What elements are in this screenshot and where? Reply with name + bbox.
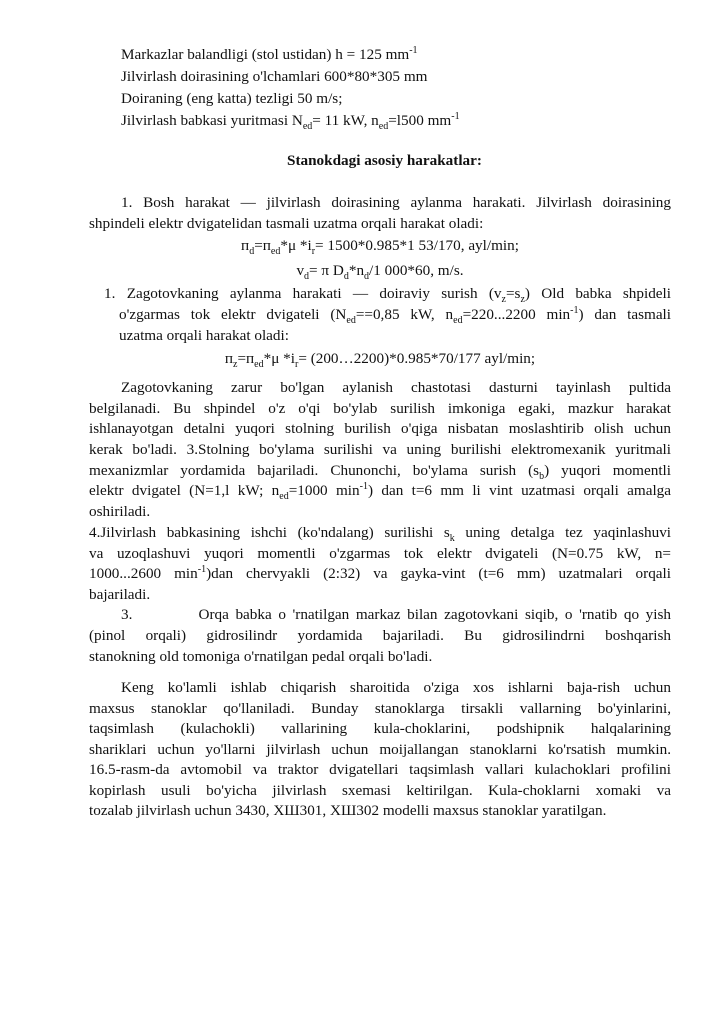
paragraph-line: kerak bo'ladi. 3.Stolning bo'ylama surilishi va uning burilishi elektromexanik yuritmali	[89, 441, 671, 458]
paragraph-line: tozalab jilvirlash uchun 3430, ХШ301, ХШ302 modelli maxsus stanoklar yaratilgan.	[89, 802, 607, 819]
paragraph-line: 4.Jilvirlash babkasining ishchi (ko'ndalang) surilishi $s_k$ uning detalga tez yaqinlashuvi	[89, 524, 672, 545]
spec-line: Doiraning (eng katta) tezligi 50 m/s;	[121, 90, 343, 107]
paragraph-line: (pinol orqali) gidrosilindr yordamida bajariladi. Bu gidrosilindrni boshqarish	[89, 627, 671, 644]
paragraph-line: elektr dvigatel (N=1,l kW; $n_{ed}=1000$ $\min^{-1}$) dan t=6 mm li vint uzatmasi orqali amalga	[89, 480, 672, 503]
paragraph-line: 3. Orqa babka o 'rnatilgan markaz bilan zagotovkani siqib, o 'rnatib qo yish	[121, 606, 671, 623]
paragraph-line: taqsimlash (kulachokli) vallarining kula-choklarini, podshipnik halqalarining	[89, 720, 671, 737]
paragraph-line: 1. Bosh harakat — jilvirlash doirasining aylanma harakati. Jilvirlash doirasining	[121, 194, 671, 211]
paragraph-line: Zagotovkaning zarur bo'lgan aylanish chastotasi dasturni tayinlash pultida	[121, 379, 671, 396]
paragraph-line: stanokning old tomoniga o'rnatilgan pedal orqali bo'ladi.	[89, 648, 433, 665]
paragraph-line: ishlanayotgan detalni yuqori stolning burilish o'qiga nisbatan moslashtirib olish uchun	[89, 420, 671, 437]
paragraph-line: belgilanadi. Bu shpindel o'z o'qi bo'ylab surilish imkoniga egaki, mazkur harakat	[89, 400, 671, 417]
paragraph-line: o'zgarmas tok elektr dvigateli ($N_{ed}==0,85$ kW, $n_{ed}=220...2200$ $\min^{-1}$) dan tasmali	[119, 304, 671, 327]
paragraph-line: shpindeli elektr dvigatelidan tasmali uzatma orqali harakat oladi:	[89, 215, 484, 232]
spec-line: Jilvirlash babkasi yuritmasi $N_{ed}= 11$ kW, $n_{ed}=l500$ $mm^{-1}$	[121, 110, 460, 133]
paragraph-line: uzatma orqali harakat oladi:	[119, 327, 289, 344]
paragraph-line: oshiriladi.	[89, 503, 151, 520]
paragraph-line: 1000...2600 $\min^{-1})dan$ chervyakli (2:32) va gayka-vint (t=6 mm) uzatmalari orqali	[89, 563, 671, 582]
paragraph-line: 1. Zagotovkaning aylanma harakati — doiraviy surish $(v_z=s_z)$ Old babka shpideli	[104, 285, 671, 306]
spec-line: Markazlar balandligi (stol ustidan) h = 125 $mm^{-1}$	[121, 44, 418, 63]
formula: $п_z=п_{ed}*\mu$ $*i_r=$ (200…2200)*0.985*70/177 ayl/min;	[224, 350, 536, 371]
paragraph-line: shariklari uchun yo'llarni jilvirlash uchun moijallangan stanoklarni ko'rsatish mumkin.	[89, 741, 671, 758]
paragraph-line: mexanizmlar yordamida bajariladi. Chunonchi, bo'ylama surish $(s_b)$ yuqori momentli	[89, 462, 671, 483]
paragraph-line: kopirlash usuli bo'yicha jilvirlash sxemasi keltirilgan. Kula-choklarni xomaki va	[89, 782, 671, 799]
paragraph-line: va uzoqlashuvi yuqori momentli o'zgarmas tok elektr dvigateli (N=0.75 kW, n=	[89, 545, 671, 562]
formula: $v_d= \pi$ $D_d*n_d/1$ 000*60, m/s.	[296, 262, 464, 283]
paragraph-line: bajariladi.	[89, 586, 151, 603]
section-heading: Stanokdagi asosiy harakatlar:	[287, 152, 482, 169]
formula: $п_d=п_{ed}*\mu$ $*i_r= 1500*0.985*1$ 53/170, ayl/min;	[241, 237, 519, 258]
paragraph-line: 16.5-rasm-da avtomobil va traktor dvigatellari taqsimlash vallari kulachoklari profilini	[89, 761, 671, 778]
paragraph-line: maxsus stanoklar qo'llaniladi. Bunday stanoklarga tirsakli vallarning bo'yinlarini,	[89, 700, 671, 717]
spec-line: Jilvirlash doirasining o'lchamlari 600*80*305 mm	[121, 68, 428, 85]
paragraph-line: Keng ko'lamli ishlab chiqarish sharoitida o'ziga xos ishlarni baja-rish uchun	[121, 679, 671, 696]
